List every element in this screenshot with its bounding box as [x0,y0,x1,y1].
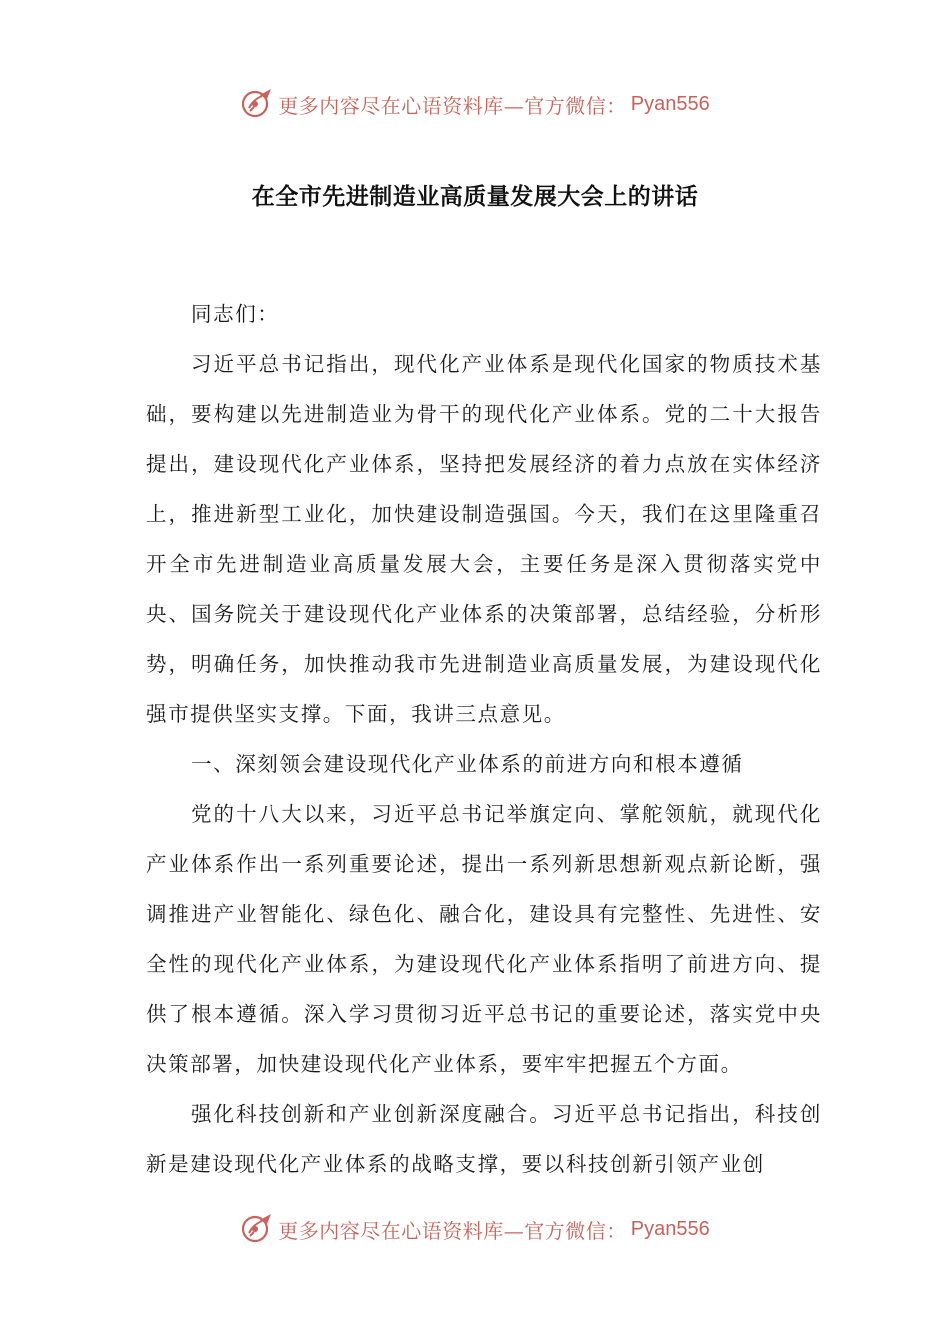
paragraph: 强化科技创新和产业创新深度融合。习近平总书记指出，科技创新是建设现代化产业体系的战略支撑，要以科技创新引领产业创 [146,1102,822,1176]
salutation: 同志们： [191,302,280,326]
watermark-brand: Pyan556 [630,92,710,115]
watermark-brand: Pyan556 [630,1217,710,1240]
header-watermark [0,84,950,124]
pen-logo-icon [240,87,274,121]
document-title: 在全市先进制造业高质量发展大会上的讲话 [251,184,699,210]
pen-logo-icon [240,1212,274,1246]
footer-watermark [0,1209,950,1249]
paragraph: 党的十八大以来，习近平总书记举旗定向、掌舵领航，就现代化产业体系作出一系列重要论述，提出一系列新思想新观点新论断，强调推进产业智能化、绿色化、融合化，建设具有完整性、先进性、安全性的现代化产业体系，为建设现代化产业体系指明了前进方向、提供了根本遵循。深入学习贯彻习近平总书记的重要论述，落实党中央决策部署，加快建设现代化产业体系，要牢牢把握五个方面。 [146,802,822,1076]
section-heading: 一、深刻领会建设现代化产业体系的前进方向和根本遵循 [191,752,744,776]
document-body [146,289,822,1189]
paragraph: 习近平总书记指出，现代化产业体系是现代化国家的物质技术基础，要构建以先进制造业为骨干的现代化产业体系。党的二十大报告提出，建设现代化产业体系，坚持把发展经济的着力点放在实体经济上，推进新型工业化，加快建设制造强国。今天，我们在这里隆重召开全市先进制造业高质量发展大会，主要任务是深入贯彻落实党中央、国务院关于建设现代化产业体系的决策部署，总结经验，分析形势，明确任务，加快推动我市先进制造业高质量发展，为建设现代化强市提供坚实支撑。下面，我讲三点意见。 [146,352,822,726]
watermark-text: 更多内容尽在心语资料库—官方微信： [278,1218,627,1243]
watermark-text: 更多内容尽在心语资料库—官方微信： [278,93,627,118]
